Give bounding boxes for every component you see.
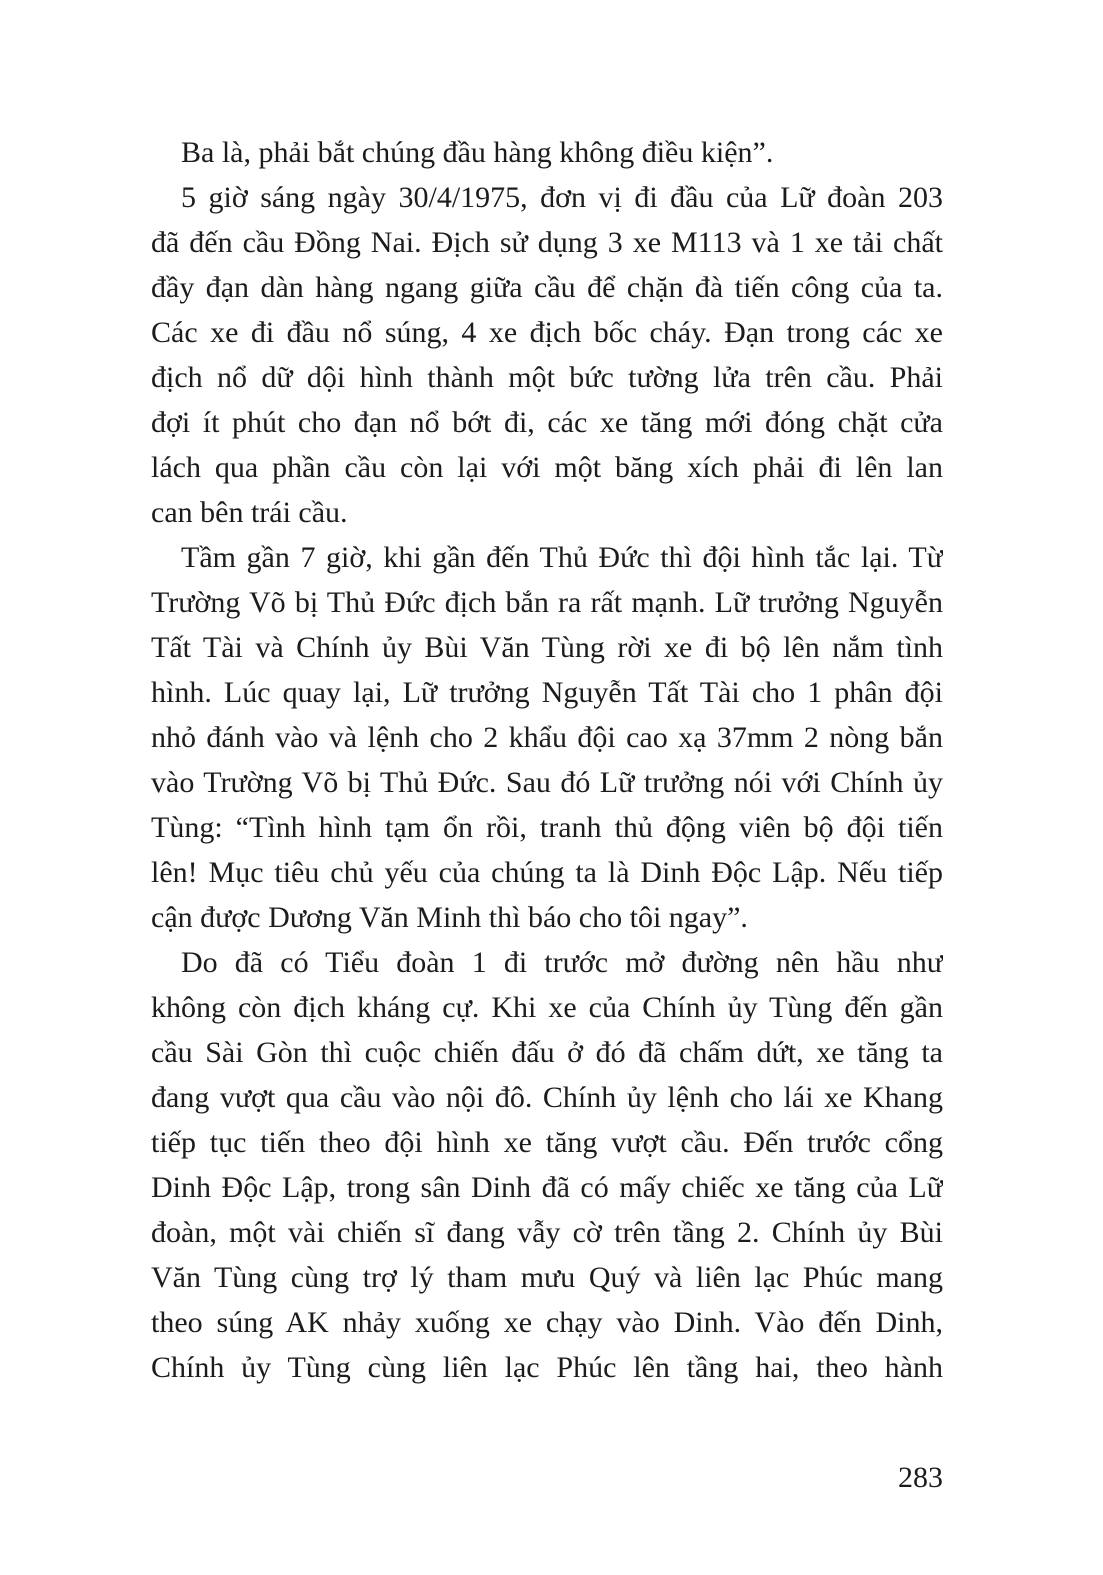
- paragraph: [151, 940, 943, 1390]
- text-line: Tầm gần 7 giờ, khi gần đến Thủ Đức thì đội hình tắc lại. Từ: [181, 541, 943, 574]
- text-line: theo súng AK nhảy xuống xe chạy vào Dinh. Vào đến Dinh,: [151, 1306, 943, 1339]
- text-line: đang vượt qua cầu vào nội đô. Chính ủy lệnh cho lái xe Khang: [151, 1081, 943, 1114]
- text-line: Ba là, phải bắt chúng đầu hàng không điều kiện”.: [181, 136, 774, 169]
- page-content: [151, 130, 943, 1390]
- text-line: Do đã có Tiểu đoàn 1 đi trước mở đường nên hầu như: [181, 946, 943, 979]
- paragraph: [151, 130, 943, 175]
- text-line: địch nổ dữ dội hình thành một bức tường lửa trên cầu. Phải: [151, 361, 943, 394]
- text-line: đã đến cầu Đồng Nai. Địch sử dụng 3 xe M113 và 1 xe tải chất: [151, 226, 943, 259]
- text-line: không còn địch kháng cự. Khi xe của Chính ủy Tùng đến gần: [151, 991, 943, 1024]
- text-line: Tất Tài và Chính ủy Bùi Văn Tùng rời xe đi bộ lên nắm tình: [151, 631, 943, 664]
- text-line: vào Trường Võ bị Thủ Đức. Sau đó Lữ trưởng nói với Chính ủy: [151, 766, 943, 799]
- page-number: 283: [898, 1461, 943, 1494]
- text-line: đợi ít phút cho đạn nổ bớt đi, các xe tăng mới đóng chặt cửa: [151, 406, 943, 439]
- text-line: đoàn, một vài chiến sĩ đang vẫy cờ trên tầng 2. Chính ủy Bùi: [151, 1216, 943, 1249]
- text-line: đầy đạn dàn hàng ngang giữa cầu để chặn đà tiến công của ta.: [151, 271, 943, 304]
- text-line: cận được Dương Văn Minh thì báo cho tôi ngay”.: [151, 901, 748, 934]
- text-line: Trường Võ bị Thủ Đức địch bắn ra rất mạnh. Lữ trưởng Nguyễn: [151, 586, 943, 619]
- text-line: Các xe đi đầu nổ súng, 4 xe địch bốc cháy. Đạn trong các xe: [151, 316, 943, 349]
- text-line: Chính ủy Tùng cùng liên lạc Phúc lên tầng hai, theo hành: [151, 1351, 943, 1384]
- text-line: 5 giờ sáng ngày 30/4/1975, đơn vị đi đầu của Lữ đoàn 203: [181, 181, 943, 214]
- text-line: can bên trái cầu.: [151, 496, 348, 529]
- paragraph: [151, 535, 943, 940]
- text-line: lách qua phần cầu còn lại với một băng xích phải đi lên lan: [151, 451, 943, 484]
- paragraph: [151, 175, 943, 535]
- text-line: hình. Lúc quay lại, Lữ trưởng Nguyễn Tất Tài cho 1 phân đội: [151, 676, 943, 709]
- text-line: Dinh Độc Lập, trong sân Dinh đã có mấy chiếc xe tăng của Lữ: [151, 1171, 943, 1204]
- text-line: nhỏ đánh vào và lệnh cho 2 khẩu đội cao xạ 37mm 2 nòng bắn: [151, 721, 943, 754]
- text-line: Văn Tùng cùng trợ lý tham mưu Quý và liên lạc Phúc mang: [151, 1261, 943, 1294]
- text-line: lên! Mục tiêu chủ yếu của chúng ta là Dinh Độc Lập. Nếu tiếp: [151, 856, 943, 889]
- text-line: Tùng: “Tình hình tạm ổn rồi, tranh thủ động viên bộ đội tiến: [151, 811, 943, 844]
- text-line: tiếp tục tiến theo đội hình xe tăng vượt cầu. Đến trước cổng: [151, 1126, 943, 1159]
- text-line: cầu Sài Gòn thì cuộc chiến đấu ở đó đã chấm dứt, xe tăng ta: [151, 1036, 943, 1069]
